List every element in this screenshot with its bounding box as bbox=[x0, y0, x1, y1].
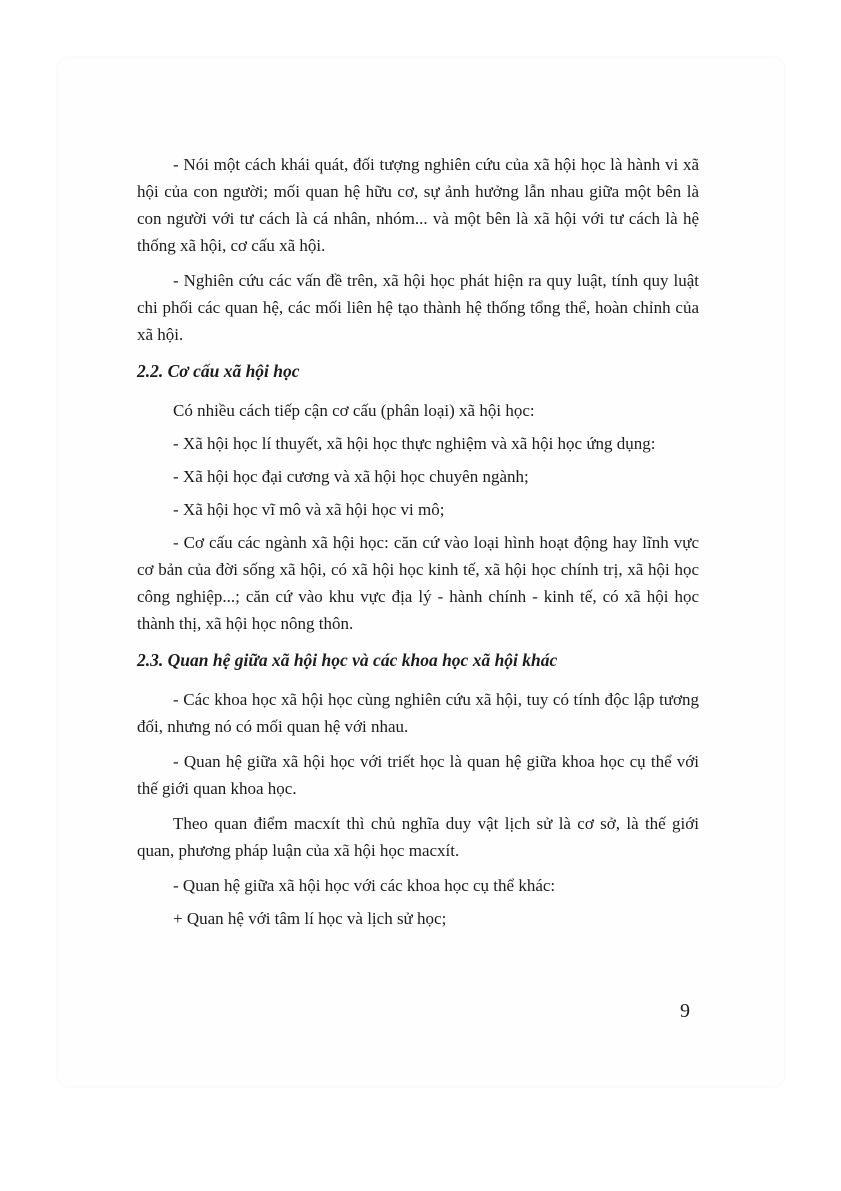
list-item: - Xã hội học lí thuyết, xã hội học thực nghiệm và xã hội học ứng dụng: bbox=[173, 434, 656, 453]
list-item: - Xã hội học đại cương và xã hội học chuyên ngành; bbox=[173, 467, 529, 486]
paragraph: - Nghiên cứu các vấn đề trên, xã hội học phát hiện ra quy luật, tính quy luật chi phối các quan hệ, các mối liên hệ tạo thành hệ thống tổng thể, hoàn chỉnh của xã hội. bbox=[137, 271, 699, 344]
paragraph: - Quan hệ giữa xã hội học với triết học là quan hệ giữa khoa học cụ thể với thế giới quan khoa học. bbox=[137, 752, 699, 798]
paragraph: - Các khoa học xã hội học cùng nghiên cứu xã hội, tuy có tính độc lập tương đối, nhưng nó có mối quan hệ với nhau. bbox=[137, 690, 699, 736]
list-item: + Quan hệ với tâm lí học và lịch sử học; bbox=[173, 909, 447, 928]
list-item: - Quan hệ giữa xã hội học với các khoa học cụ thể khác: bbox=[173, 876, 556, 895]
section-heading-2-3: 2.3. Quan hệ giữa xã hội học và các khoa học xã hội khác bbox=[137, 650, 558, 670]
paragraph: - Nói một cách khái quát, đối tượng nghiên cứu của xã hội học là hành vi xã hội của con người; mối quan hệ hữu cơ, sự ảnh hưởng lẫn nhau giữa một bên là con người với tư cách là cá nhân, nhóm... và một bên là xã hội với tư cách là hệ thống xã hội, cơ cấu xã hội. bbox=[137, 155, 699, 255]
document-body bbox=[137, 151, 699, 938]
paragraph: Theo quan điểm macxít thì chủ nghĩa duy vật lịch sử là cơ sở, là thế giới quan, phương pháp luận của xã hội học macxít. bbox=[137, 814, 699, 860]
list-item: - Cơ cấu các ngành xã hội học: căn cứ vào loại hình hoạt động hay lĩnh vực cơ bản của đời sống xã hội, có xã hội học kinh tế, xã hội học chính trị, xã hội học công nghiệp...; căn cứ vào khu vực địa lý - hành chính - kinh tế, có xã hội học thành thị, xã hội học nông thôn. bbox=[137, 533, 699, 633]
section-heading-2-2: 2.2. Cơ cấu xã hội học bbox=[137, 361, 300, 381]
page-number: 9 bbox=[680, 1000, 690, 1022]
paragraph: Có nhiều cách tiếp cận cơ cấu (phân loại) xã hội học: bbox=[173, 401, 535, 420]
list-item: - Xã hội học vĩ mô và xã hội học vi mô; bbox=[173, 500, 445, 519]
